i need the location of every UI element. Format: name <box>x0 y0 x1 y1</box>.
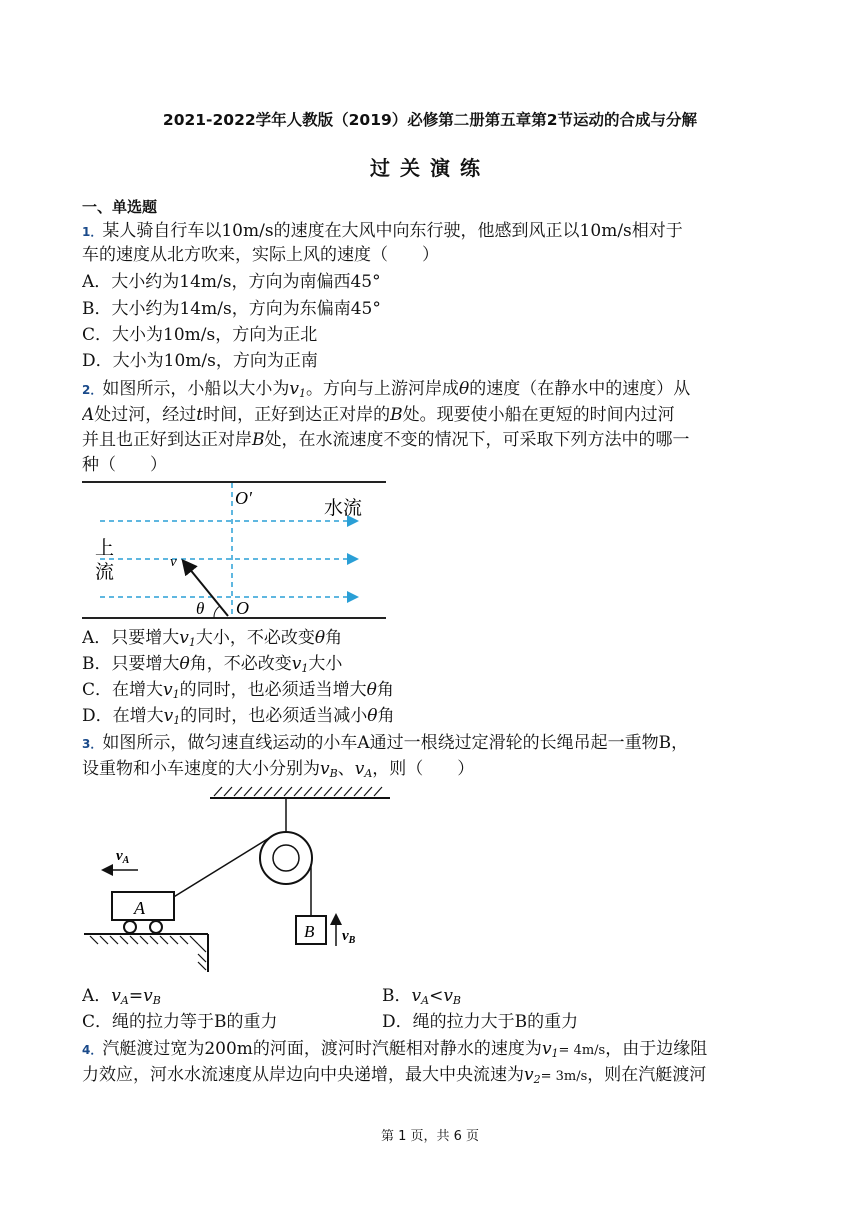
q2-number: 2． <box>82 383 103 397</box>
q4-number: 4． <box>82 1043 103 1057</box>
q1-option-c: C．大小为10m/s，方向为正北 <box>82 325 318 345</box>
q2-stem-line-2: A处过河，经过t时间，正好到达正对岸的B处。现要使小船在更短的时间内过河 <box>82 405 675 425</box>
q1-option-b: B．大小约为14m/s，方向为东偏南45° <box>82 299 381 319</box>
q2-option-c: C．在增大$v_1$的同时，也必须适当增大θ角 <box>82 680 394 701</box>
river-figure <box>80 478 390 626</box>
rope-to-cart <box>172 835 274 898</box>
q1-option-d: D．大小为10m/s，方向为正南 <box>82 351 318 371</box>
q3-number: 3． <box>82 737 103 751</box>
ceiling-hatch <box>214 787 382 796</box>
q3-option-d: D．绳的拉力大于B的重力 <box>382 1012 579 1032</box>
label-vb: $v_B$ <box>342 928 356 946</box>
q2-stem-line-1: 2．如图所示，小船以大小为$v_1$。方向与上游河岸成θ的速度（在静水中的速度）从 <box>82 379 691 400</box>
label-b: B <box>304 922 315 941</box>
label-o: O <box>236 598 249 618</box>
exercise-subtitle: 过关演练 <box>370 156 490 180</box>
q2-option-b: B．只要增大θ角，不必改变$v_1$大小 <box>82 654 343 675</box>
document-title: 2021-2022学年人教版（2019）必修第二册第五章第2节运动的合成与分解 <box>162 111 698 129</box>
q2-stem-line-4: 种（ ） <box>82 455 167 475</box>
q3-option-b: B．$v_A<v_B$ <box>382 986 462 1007</box>
cart-wheel-right <box>150 921 162 933</box>
page-footer: 第 1 页，共 6 页 <box>380 1129 480 1144</box>
q2-option-a: A．只要增大$v_1$大小，不必改变θ角 <box>82 628 343 649</box>
q2-option-d: D．在增大$v_1$的同时，也必须适当减小θ角 <box>82 706 395 727</box>
pulley-figure <box>84 784 394 976</box>
theta-arc <box>214 606 220 618</box>
label-upstream-1: 上 <box>95 537 115 559</box>
section-heading: 一、单选题 <box>82 198 158 216</box>
q3-option-c: C．绳的拉力等于B的重力 <box>82 1012 278 1032</box>
label-o-prime: O′ <box>235 488 252 508</box>
q3-option-a: A．$v_A=v_B$ <box>82 986 161 1007</box>
q2-stem-line-3: 并且也正好到达正对岸B处，在水流速度不变的情况下，可采取下列方法中的哪一 <box>82 430 690 450</box>
label-v: v <box>170 554 177 570</box>
q1-stem-line-1: 1．某人骑自行车以10m/s的速度在大风中向东行驶，他感到风正以10m/s相对于 <box>82 221 683 241</box>
label-upstream-2: 流 <box>95 561 115 583</box>
label-water-flow: 水流 <box>324 497 363 519</box>
label-va: $v_A$ <box>116 848 130 866</box>
q1-stem-line-2: 车的速度从北方吹来，实际上风的速度（ ） <box>82 245 439 265</box>
q4-stem-line-1: 4．汽艇渡过宽为200m的河面，渡河时汽艇相对静水的速度为$v_1= 4m/s$，由于边缘阻 <box>82 1039 708 1060</box>
pulley-wheel <box>260 832 312 884</box>
q3-stem-line-1: 3．如图所示，做匀速直线运动的小车A通过一根绕过定滑轮的长绳吊起一重物B， <box>82 733 689 753</box>
ground-hatch <box>90 936 206 970</box>
label-a: A <box>134 898 145 918</box>
boat-velocity-arrow <box>184 562 228 616</box>
cart-wheel-left <box>124 921 136 933</box>
q4-stem-line-2: 力效应，河水水流速度从岸边向中央递增，最大中央流速为$v_2= 3m/s$，则在汽艇渡河 <box>82 1065 707 1086</box>
q3-options-row-1 <box>82 984 802 1013</box>
q3-stem-line-2: 设重物和小车速度的大小分别为$v_B$、$v_A$，则（ ） <box>82 759 475 780</box>
q1-option-a: A．大小约为14m/s，方向为南偏西45° <box>82 272 381 292</box>
q3-options-row-2 <box>82 1010 802 1034</box>
label-theta: θ <box>196 599 205 618</box>
q1-number: 1． <box>82 225 103 239</box>
